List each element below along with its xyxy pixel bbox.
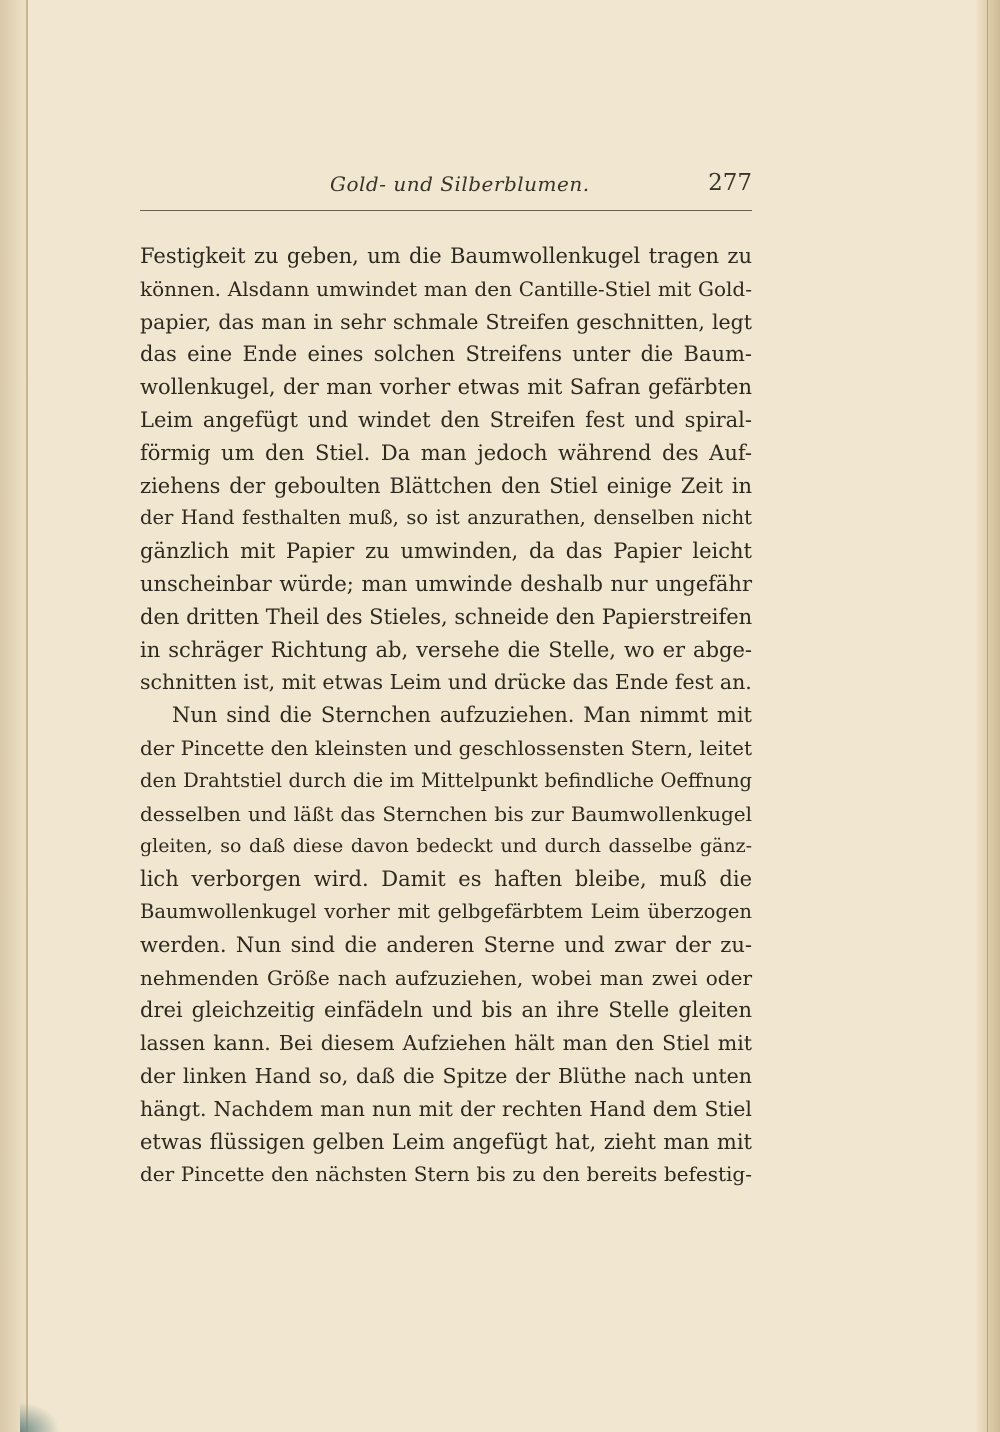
- text-line: nehmenden Größe nach aufzuziehen, wobei man zwei oder: [140, 965, 752, 990]
- page-number: 277: [708, 170, 752, 196]
- text-line: unscheinbar würde; man umwinde deshalb nur ungefähr: [140, 571, 752, 596]
- text-line: etwas flüssigen gelben Leim angefügt hat, zieht man mit: [140, 1129, 752, 1154]
- text-line: schnitten ist, mit etwas Leim und drücke das Ende fest an.: [140, 670, 752, 695]
- page-right-edge: [976, 0, 1000, 1432]
- text-line: der Pincette den nächsten Stern bis zu den bereits befestig-: [140, 1162, 752, 1187]
- running-title: Gold- und Silberblumen.: [330, 172, 590, 196]
- page-header: [140, 168, 752, 200]
- page-right-edge-line: [987, 0, 988, 1432]
- text-line: wollenkugel, der man vorher etwas mit Safran gefärbten: [140, 375, 752, 400]
- body-text: [140, 240, 752, 1191]
- binding-line: [26, 0, 28, 1432]
- text-line: Leim angefügt und windet den Streifen fest und spiral-: [140, 407, 752, 432]
- text-line: drei gleichzeitig einfädeln und bis an ihre Stelle gleiten: [140, 998, 752, 1023]
- header-rule: [140, 210, 752, 211]
- page-left-edge: [0, 0, 28, 1432]
- text-line: Nun sind die Sternchen aufzuziehen. Man nimmt mit: [172, 703, 752, 728]
- text-line: den Drahtstiel durch die im Mittelpunkt befindliche Oeffnung: [140, 768, 752, 792]
- text-line: ziehens der geboulten Blättchen den Stiel einige Zeit in: [140, 473, 752, 498]
- text-line: lich verborgen wird. Damit es haften bleibe, muß die: [140, 867, 752, 892]
- text-line: hängt. Nachdem man nun mit der rechten Hand dem Stiel: [140, 1096, 752, 1121]
- text-line: den dritten Theil des Stieles, schneide den Papierstreifen: [140, 604, 753, 629]
- text-line: der Pincette den kleinsten und geschlossensten Stern, leitet: [140, 735, 752, 760]
- text-line: das eine Ende eines solchen Streifens unter die Baum-: [140, 342, 752, 367]
- text-line: in schräger Richtung ab, versehe die Stelle, wo er abge-: [140, 637, 752, 662]
- text-line: lassen kann. Bei diesem Aufziehen hält man den Stiel mit: [140, 1031, 752, 1056]
- text-line: der linken Hand so, daß die Spitze der Blüthe nach unten: [140, 1063, 752, 1088]
- text-line: Baumwollenkugel vorher mit gelbgefärbtem Leim überzogen: [140, 899, 752, 923]
- text-line: gänzlich mit Papier zu umwinden, da das Papier leicht: [140, 539, 752, 564]
- text-line: förmig um den Stiel. Da man jedoch während des Auf-: [140, 440, 752, 465]
- text-line: Festigkeit zu geben, um die Baumwollenkugel tragen zu: [140, 244, 752, 268]
- corner-stain: [20, 1402, 60, 1432]
- text-line: der Hand festhalten muß, so ist anzurathen, denselben nicht: [140, 506, 752, 530]
- text-line: desselben und läßt das Sternchen bis zur Baumwollenkugel: [140, 801, 752, 826]
- text-line: können. Alsdann umwindet man den Cantille-Stiel mit Gold-: [140, 276, 752, 301]
- text-line: papier, das man in sehr schmale Streifen geschnitten, legt: [140, 309, 752, 334]
- text-line: werden. Nun sind die anderen Sterne und zwar der zu-: [140, 932, 752, 957]
- text-line: gleiten, so daß diese davon bedeckt und durch dasselbe gänz-: [140, 835, 752, 858]
